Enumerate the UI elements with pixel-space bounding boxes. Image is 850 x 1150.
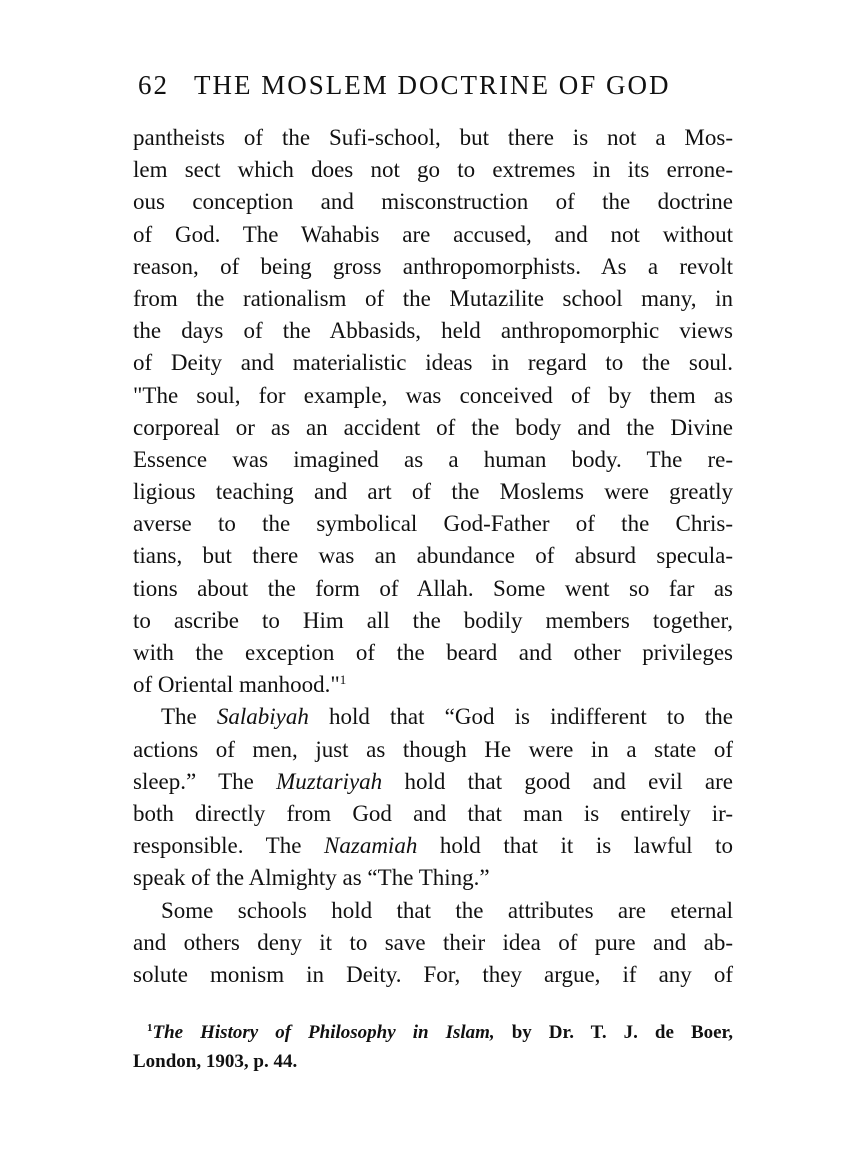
sect-name-muztariyah: Muztariyah <box>276 768 383 794</box>
text-line: corporeal or as an accident of the body and the Divine <box>133 414 733 440</box>
footnote-marker: 1 <box>147 1022 153 1034</box>
text-line: of God. The Wahabis are accused, and not without <box>133 221 733 247</box>
citation-author: by Dr. T. J. de Boer, <box>494 1022 733 1043</box>
text-line: and others deny it to save their idea of pure and ab- <box>133 929 733 955</box>
footnote-line: London, 1903, p. 44. <box>133 1051 298 1072</box>
text-line: Essence was imagined as a human body. The re- <box>133 446 733 472</box>
text-line: ligious teaching and art of the Moslems were greatly <box>133 479 733 505</box>
running-head <box>138 70 718 110</box>
text-fragment: hold that it is lawful to <box>417 833 733 859</box>
text-line: to ascribe to Him all the bodily members together, <box>133 607 733 633</box>
paragraph-line <box>133 766 733 798</box>
text-line: from the rationalism of the Mutazilite school many, in <box>133 285 733 311</box>
footnote-line <box>133 1018 733 1047</box>
footnote <box>133 1018 733 1076</box>
text-line: the days of the Abbasids, held anthropomorphic views <box>133 318 733 344</box>
text-line: pantheists of the Sufi-school, but there is not a Mos- <box>133 125 733 150</box>
sect-name-salabiyah: Salabiyah <box>216 704 309 730</box>
text-line: tians, but there was an abundance of absurd specula- <box>133 543 733 569</box>
text-line: "The soul, for example, was conceived of by them as <box>133 382 733 408</box>
text-line: actions of men, just as though He were in a state of <box>133 736 733 762</box>
text-line: speak of the Almighty as “The Thing.” <box>133 865 490 891</box>
text-line: both directly from God and that man is entirely ir- <box>133 800 733 826</box>
text-fragment: hold that “God is indifferent to the <box>308 704 733 730</box>
text-fragment: The <box>161 704 217 730</box>
page-number: 62 <box>138 70 169 100</box>
text-fragment: of Oriental manhood." <box>133 672 340 698</box>
text-line: averse to the symbolical God-Father of the Chris- <box>133 511 733 537</box>
text-fragment: sleep.” The <box>133 768 277 794</box>
paragraph-line <box>133 701 733 733</box>
footnote-reference: 1 <box>339 672 347 688</box>
cited-work-title: The History of Philosophy in Islam, <box>152 1022 495 1043</box>
text-fragment: hold that good and evil are <box>382 768 734 794</box>
text-line: lem sect which does not go to extremes in its errone- <box>133 157 733 183</box>
text-line: solute monism in Deity. For, they argue, if any of <box>133 961 733 987</box>
text-fragment: responsible. The <box>133 833 325 859</box>
text-line: tions about the form of Allah. Some went so far as <box>133 575 733 601</box>
text-line: ous conception and misconstruction of the doctrine <box>133 189 733 215</box>
text-line: Some schools hold that the attributes are eternal <box>161 897 733 923</box>
sect-name-nazamiah: Nazamiah <box>324 833 418 859</box>
text-line <box>133 669 733 701</box>
body-text <box>133 122 733 991</box>
text-line: with the exception of the beard and other privileges <box>133 640 733 665</box>
book-title: THE MOSLEM DOCTRINE OF GOD <box>194 70 671 100</box>
text-line: reason, of being gross anthropomorphists. As a revolt <box>133 253 733 279</box>
text-line: of Deity and materialistic ideas in regard to the soul. <box>133 350 733 376</box>
paragraph-line <box>133 830 733 862</box>
